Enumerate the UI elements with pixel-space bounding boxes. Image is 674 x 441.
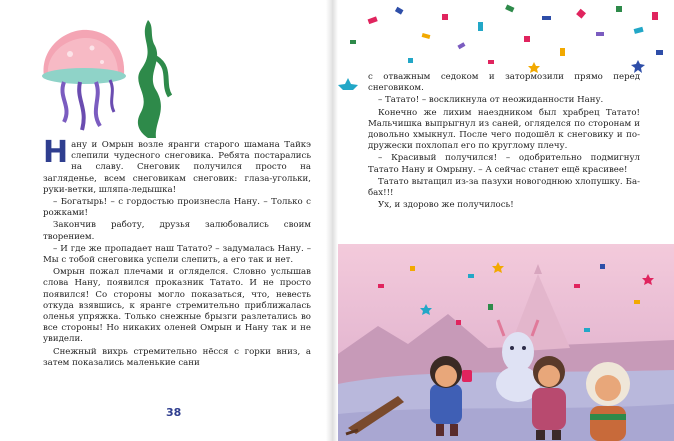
paragraph: Ух, и здорово же получилось!: [378, 200, 514, 211]
paragraph: Закончив работу, друзья залюбовались своим творением.: [43, 220, 311, 242]
right-body-text: [368, 72, 640, 212]
celebration-scene-illustration: [338, 244, 674, 441]
paragraph: Снежный вихрь стремительно нёсся с горки вниз, а затем показались маленькие сани: [43, 346, 311, 368]
dropcap: Н: [43, 135, 69, 170]
paragraph: с отважным седоком и затормозили прямо перед снеговиком.: [368, 72, 640, 94]
left-body-text: [43, 135, 311, 370]
right-page: [338, 0, 674, 441]
paragraph: Омрын пожал плечами и огляделся. Словно услышав слова Нану, появился проказник Татато. И не просто появился! Со стороны могло показаться, что, невесть откуда взявшись, к яранге стремительно приближалась оленья упряжка. Только снежные брызги разлетались во все стороны! Но никаких оленей Омрын и Нану так и не увидели.: [43, 267, 311, 345]
paragraph: Нану и Омрын возле яранги старого шамана Тайкэ слепили чудесного снеговика. Ребята постарались на славу. Снеговик получился просто на загляденье, всем снеговикам снеговик: глаза-угольки, руки-ветки, шляпа-ледышка!: [43, 135, 311, 195]
paragraph: – Красивый получился! – одобрительно подмигнул Татато Нану и Омрыну. – А сейчас станет ещё красивее!: [368, 153, 640, 175]
paragraph: – И где же пропадает наш Татато? – задумалась Нану. – Мы с тобой снеговика успели слепить, а его так и нет.: [43, 243, 311, 266]
left-page: [0, 0, 330, 441]
paragraph: Конечно же лихим наездником был храбрец Татато! Мальчишка выпрыгнул из саней, огляделся по сторонам и довольно хмыкнул. После чего подошёл к снеговику и по-дружески похлопал его по круглому плечу.: [368, 107, 640, 152]
paragraph: Татато вытащил из-за пазухи новогоднюю хлопушку. Ба-бах!!!: [368, 176, 640, 199]
page-number: 38: [166, 406, 182, 419]
jellyfish-illustration: [30, 18, 180, 138]
paragraph: – Богатырь! – с гордостью произнесла Нану. – Только с рожками!: [43, 197, 311, 219]
paragraph: – Татато! – воскликнула от неожиданности Нану.: [378, 95, 604, 106]
book-gutter: [326, 0, 338, 441]
